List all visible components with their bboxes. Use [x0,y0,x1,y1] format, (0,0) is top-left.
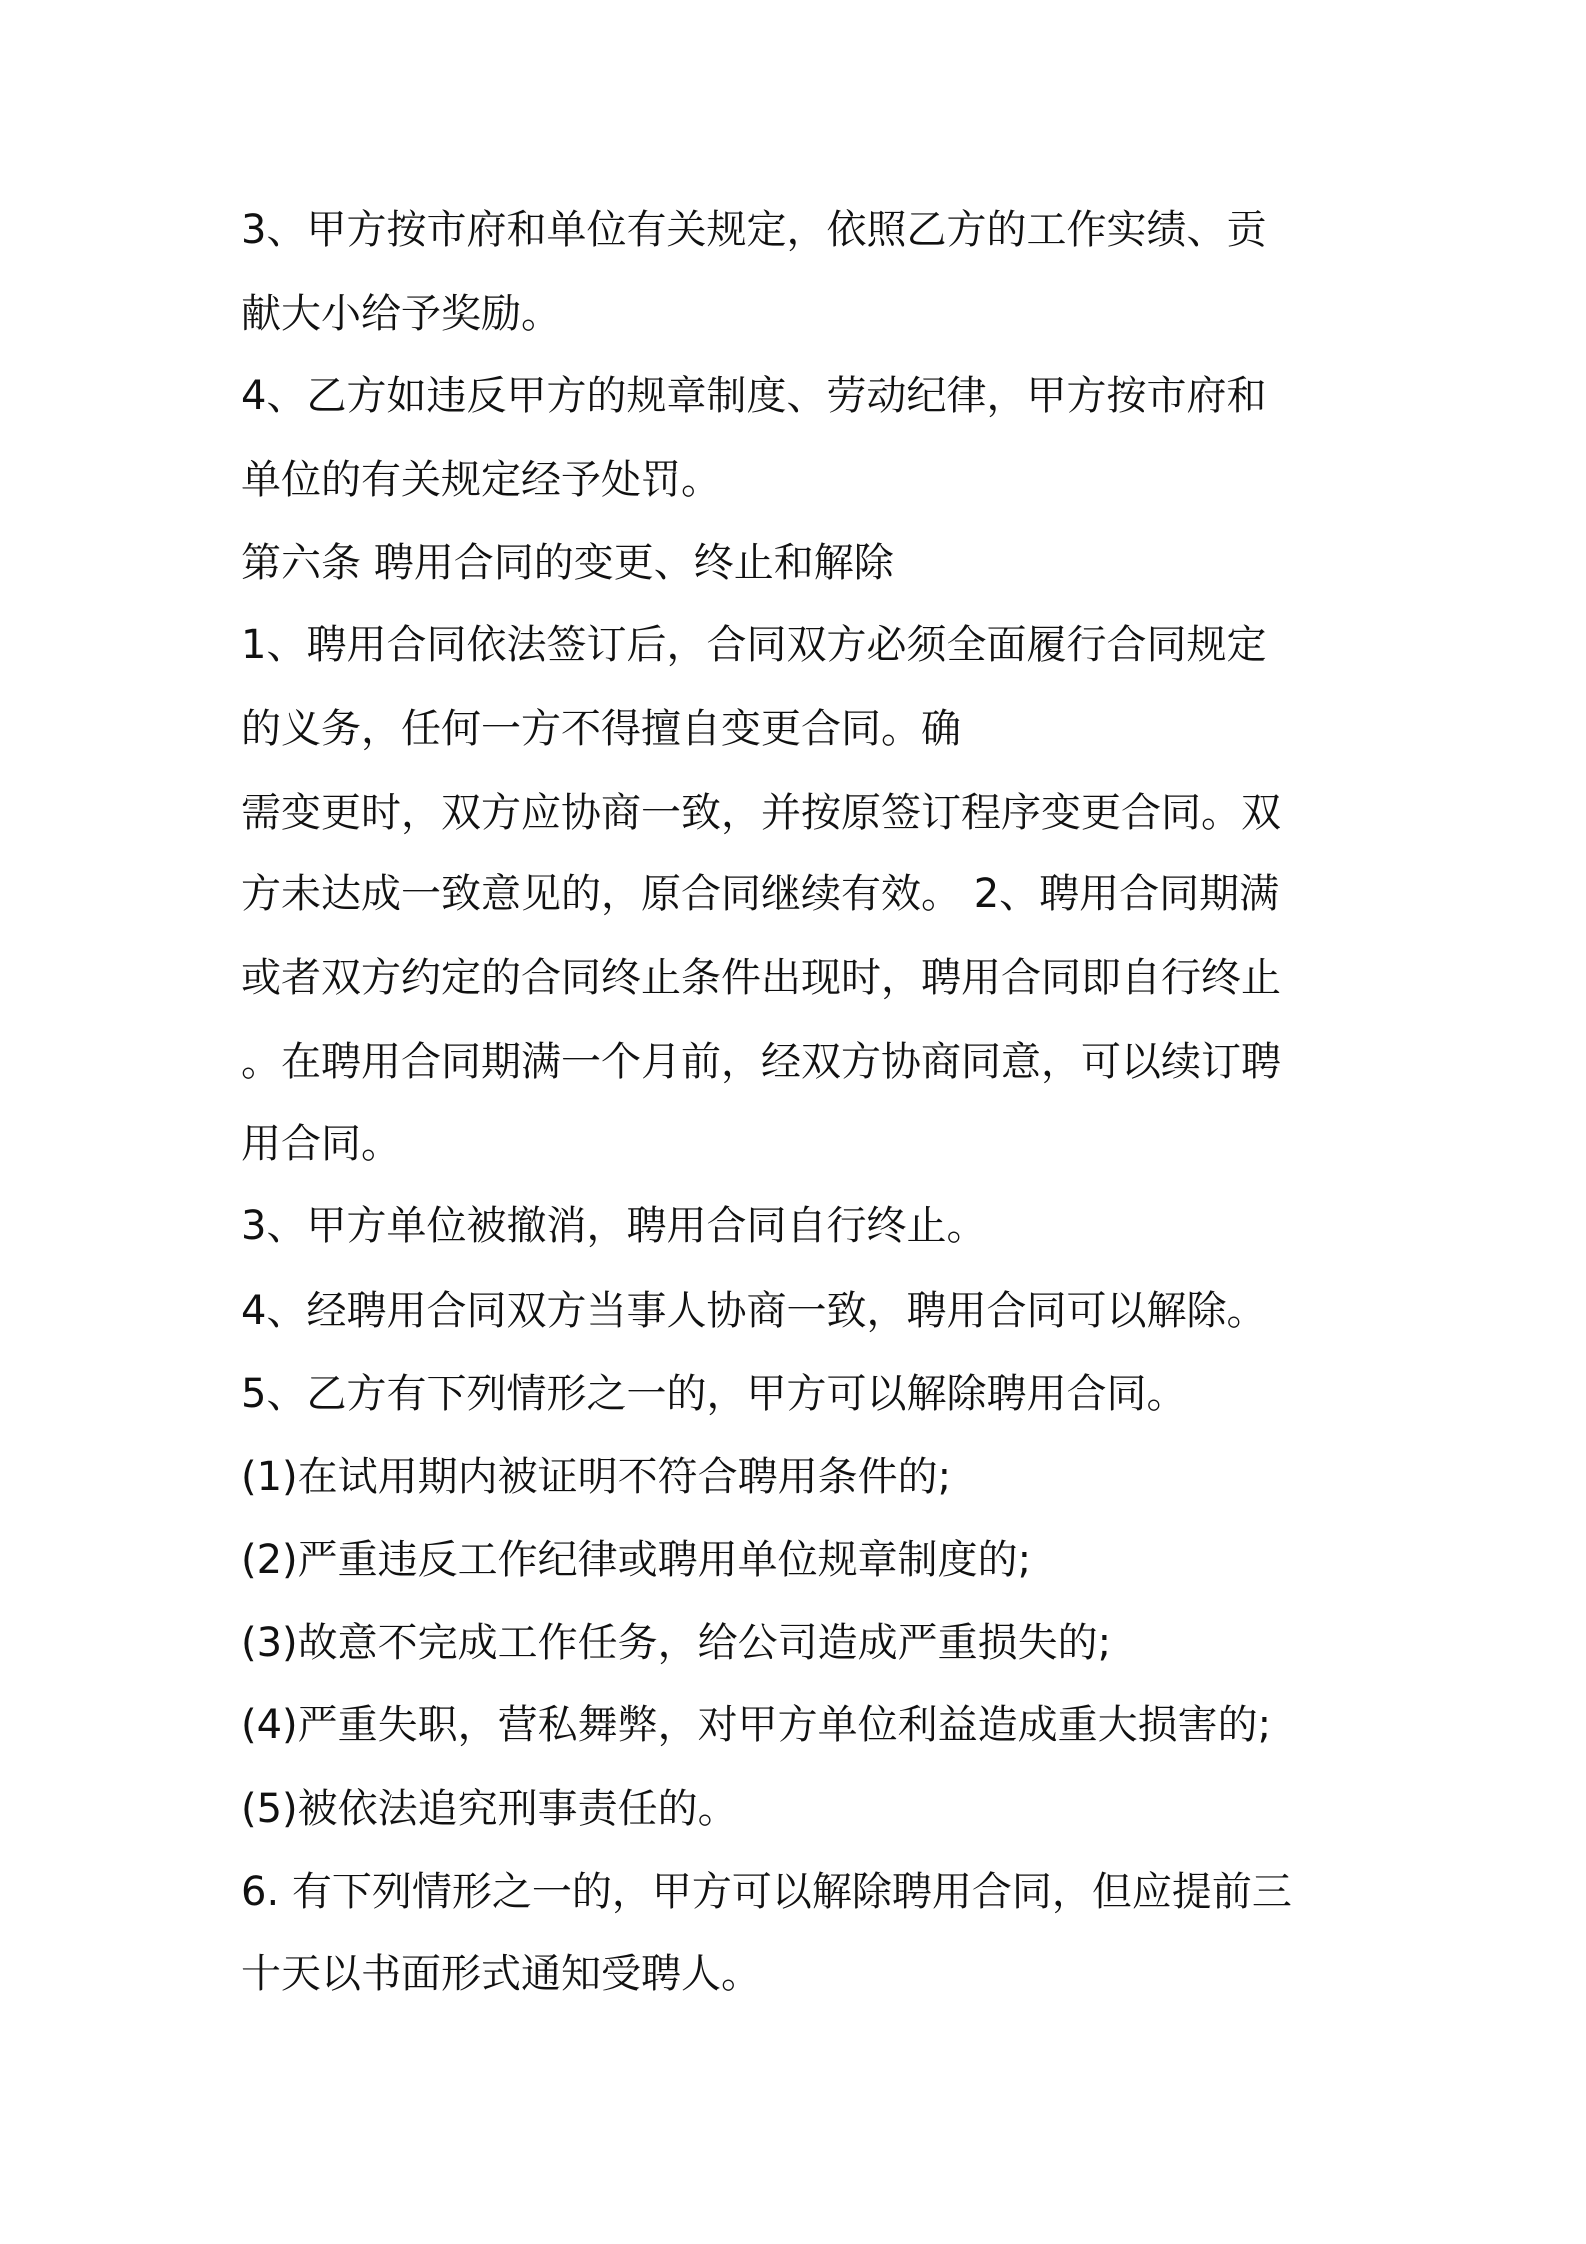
text-line: 的义务，任何一方不得擅自变更合同。确 [241,706,961,752]
list-item: (5)被依法追究刑事责任的。 [241,1786,738,1832]
text-line: 需变更时，双方应协商一致，并按原签订程序变更合同。双 [241,790,1281,836]
list-item: (3)故意不完成工作任务，给公司造成严重损失的; [241,1620,1112,1666]
text-line: 4、经聘用合同双方当事人协商一致，聘用合同可以解除。 [241,1288,1267,1334]
text-line: 1、聘用合同依法签订后，合同双方必须全面履行合同规定 [241,622,1267,668]
text-line: 献大小给予奖励。 [241,291,561,337]
text-line: 4、乙方如违反甲方的规章制度、劳动纪律，甲方按市府和 [241,373,1267,419]
text-line: 用合同。 [241,1121,401,1167]
text-line: 6. 有下列情形之一的，甲方可以解除聘用合同，但应提前三 [241,1869,1292,1915]
text-line: 3、甲方单位被撤消，聘用合同自行终止。 [241,1203,987,1249]
text-line: 5、乙方有下列情形之一的，甲方可以解除聘用合同。 [241,1371,1187,1417]
list-item: (1)在试用期内被证明不符合聘用条件的; [241,1454,952,1500]
text-line: 十天以书面形式通知受聘人。 [241,1951,761,1997]
text-line: 3、甲方按市府和单位有关规定，依照乙方的工作实绩、贡 [241,207,1267,253]
list-item: (4)严重失职，营私舞弊，对甲方单位利益造成重大损害的; [241,1702,1272,1748]
list-item: (2)严重违反工作纪律或聘用单位规章制度的; [241,1537,1032,1583]
text-line: 或者双方约定的合同终止条件出现时，聘用合同即自行终止 [241,955,1281,1001]
section-heading: 第六条 聘用合同的变更、终止和解除 [241,540,894,586]
text-line: 单位的有关规定经予处罚。 [241,457,721,503]
text-line: 。在聘用合同期满一个月前，经双方协商同意，可以续订聘 [241,1039,1281,1085]
text-line: 方未达成一致意见的，原合同继续有效。 2、聘用合同期满 [241,871,1280,917]
